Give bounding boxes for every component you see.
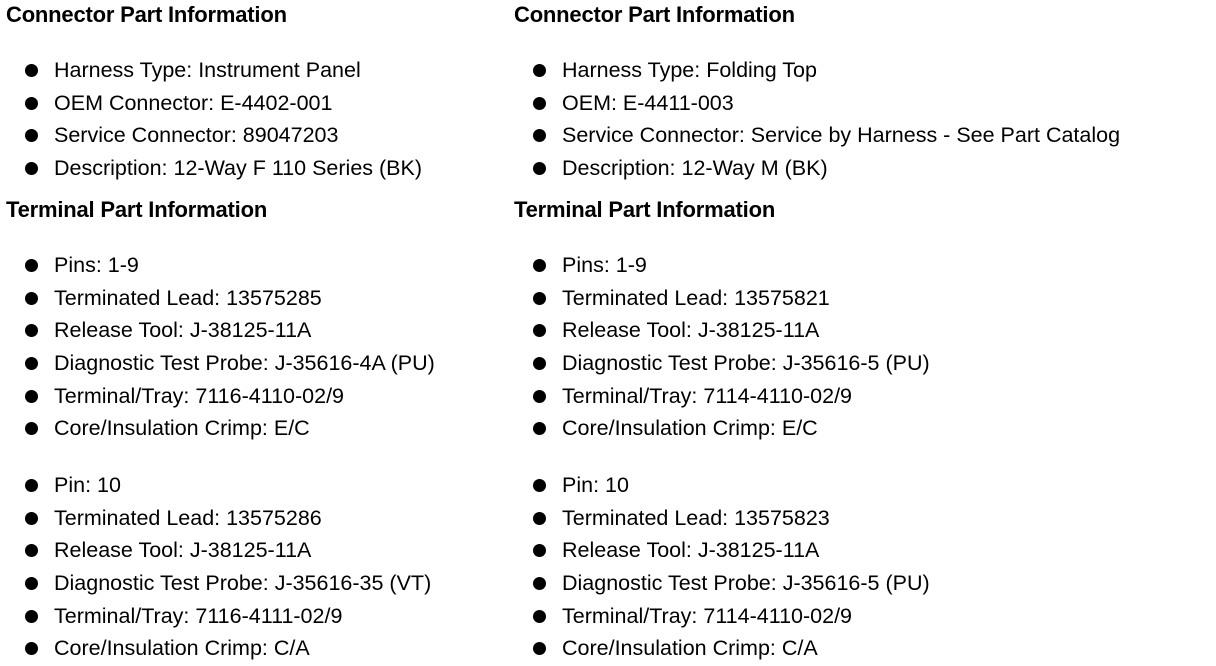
- list-item: [6, 469, 431, 502]
- list-item: [514, 119, 1120, 152]
- list-item-text: Release Tool: J-38125-11A: [562, 538, 820, 563]
- right-terminal-group-1: [514, 249, 930, 445]
- bullet-icon: [25, 577, 38, 590]
- list-item-text: Terminal/Tray: 7116-4111-02/9: [54, 603, 343, 628]
- list-item-text: Core/Insulation Crimp: E/C: [54, 416, 310, 441]
- left-terminal-heading: Terminal Part Information: [6, 197, 268, 222]
- list-item-text: Diagnostic Test Probe: J-35616-4A (PU): [54, 351, 435, 376]
- left-connector-section: [6, 0, 422, 185]
- list-item: [514, 600, 930, 633]
- list-item: [514, 632, 930, 665]
- right-terminal-heading: Terminal Part Information: [514, 197, 776, 222]
- bullet-icon: [533, 479, 546, 492]
- list-item: [514, 87, 1120, 120]
- list-item-text: Diagnostic Test Probe: J-35616-5 (PU): [562, 351, 930, 376]
- bullet-icon: [533, 292, 546, 305]
- list-item: [514, 314, 930, 347]
- bullet-icon: [25, 512, 38, 525]
- list-item: [514, 282, 930, 315]
- list-item: [6, 600, 431, 633]
- list-item-text: Diagnostic Test Probe: J-35616-5 (PU): [562, 571, 930, 596]
- bullet-icon: [533, 642, 546, 655]
- bullet-icon: [25, 390, 38, 403]
- list-item-text: Terminated Lead: 13575823: [562, 505, 830, 530]
- left-connector-heading: Connector Part Information: [6, 2, 287, 27]
- list-item: [6, 502, 431, 535]
- list-item-text: Terminated Lead: 13575821: [562, 285, 830, 310]
- list-item: [6, 54, 422, 87]
- list-item-text: Release Tool: J-38125-11A: [54, 538, 312, 563]
- list-item-text: Harness Type: Folding Top: [562, 58, 817, 82]
- bullet-icon: [25, 479, 38, 492]
- list-item: [514, 469, 930, 502]
- list-item: [6, 632, 431, 665]
- bullet-icon: [533, 610, 546, 623]
- list-item: [6, 282, 435, 315]
- bullet-icon: [533, 544, 546, 557]
- left-terminal-group-1: [6, 249, 435, 445]
- list-item: [6, 534, 431, 567]
- list-item-text: Service Connector: 89047203: [54, 123, 339, 148]
- bullet-icon: [533, 259, 546, 272]
- list-item: [6, 87, 422, 120]
- list-item: [6, 249, 435, 282]
- right-terminal-section: [514, 195, 930, 445]
- left-connector-list: [6, 54, 422, 185]
- right-connector-section: [514, 0, 1120, 185]
- list-item-text: Terminated Lead: 13575286: [54, 505, 322, 530]
- bullet-icon: [533, 97, 546, 110]
- bullet-icon: [25, 64, 38, 77]
- list-item-text: Release Tool: J-38125-11A: [562, 318, 820, 343]
- bullet-icon: [25, 422, 38, 435]
- list-item: [6, 567, 431, 600]
- list-item-text: Terminal/Tray: 7114-4110-02/9: [562, 603, 852, 628]
- bullet-icon: [533, 324, 546, 337]
- list-item-text: Pins: 1-9: [54, 253, 139, 277]
- bullet-icon: [25, 162, 38, 175]
- list-item: [6, 380, 435, 413]
- list-item-text: Release Tool: J-38125-11A: [54, 318, 312, 343]
- list-item: [514, 380, 930, 413]
- bullet-icon: [533, 129, 546, 142]
- bullet-icon: [25, 544, 38, 557]
- left-terminal-group-2-section: [6, 469, 431, 665]
- list-item-text: Harness Type: Instrument Panel: [54, 58, 361, 82]
- bullet-icon: [25, 129, 38, 142]
- list-item: [514, 567, 930, 600]
- right-connector-heading: Connector Part Information: [514, 2, 795, 27]
- right-connector-list: [514, 54, 1120, 185]
- list-item: [514, 502, 930, 535]
- bullet-icon: [533, 64, 546, 77]
- list-item-text: Core/Insulation Crimp: C/A: [562, 636, 818, 661]
- bullet-icon: [533, 512, 546, 525]
- list-item-text: Description: 12-Way M (BK): [562, 156, 828, 181]
- list-item: [6, 119, 422, 152]
- list-item: [514, 54, 1120, 87]
- bullet-icon: [25, 610, 38, 623]
- list-item: [514, 249, 930, 282]
- list-item: [6, 412, 435, 445]
- list-item: [514, 347, 930, 380]
- left-terminal-section: [6, 195, 435, 445]
- bullet-icon: [533, 577, 546, 590]
- list-item: [514, 412, 930, 445]
- list-item-text: Terminal/Tray: 7114-4110-02/9: [562, 383, 852, 408]
- bullet-icon: [25, 357, 38, 370]
- list-item-text: Service Connector: Service by Harness - See Part Catalog: [562, 123, 1121, 148]
- list-item-text: OEM: E-4411-003: [562, 90, 734, 115]
- right-terminal-group-2-section: [514, 469, 930, 665]
- bullet-icon: [533, 390, 546, 403]
- right-terminal-group-2: [514, 469, 930, 665]
- list-item-text: Terminal/Tray: 7116-4110-02/9: [54, 383, 344, 408]
- list-item-text: Core/Insulation Crimp: C/A: [54, 636, 310, 661]
- list-item-text: Terminated Lead: 13575285: [54, 285, 322, 310]
- bullet-icon: [25, 259, 38, 272]
- bullet-icon: [25, 97, 38, 110]
- bullet-icon: [25, 292, 38, 305]
- bullet-icon: [533, 162, 546, 175]
- left-terminal-group-2: [6, 469, 431, 665]
- list-item-text: Core/Insulation Crimp: E/C: [562, 416, 818, 441]
- bullet-icon: [533, 357, 546, 370]
- list-item-text: Pins: 1-9: [562, 253, 647, 277]
- list-item: [6, 314, 435, 347]
- list-item: [6, 347, 435, 380]
- list-item-text: OEM Connector: E-4402-001: [54, 90, 333, 115]
- list-item: [514, 534, 930, 567]
- bullet-icon: [533, 422, 546, 435]
- list-item-text: Pin: 10: [562, 473, 629, 497]
- list-item-text: Diagnostic Test Probe: J-35616-35 (VT): [54, 571, 432, 596]
- list-item: [6, 152, 422, 185]
- bullet-icon: [25, 642, 38, 655]
- list-item-text: Description: 12-Way F 110 Series (BK): [54, 156, 423, 181]
- list-item-text: Pin: 10: [54, 473, 121, 497]
- bullet-icon: [25, 324, 38, 337]
- list-item: [514, 152, 1120, 185]
